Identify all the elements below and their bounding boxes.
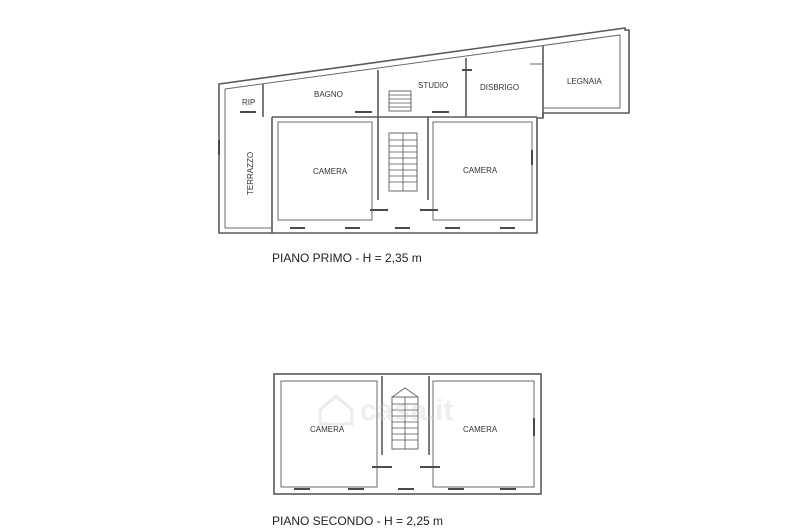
label-bagno: BAGNO	[314, 90, 343, 99]
label-terrazzo: TERRAZZO	[246, 151, 255, 195]
watermark-text: casa.it	[360, 394, 454, 427]
outer-wall	[219, 28, 629, 233]
floor-plan-primo	[219, 28, 629, 233]
inner-outline	[225, 35, 620, 108]
caption-piano-primo: PIANO PRIMO - H = 2,35 m	[272, 251, 422, 265]
label-studio: STUDIO	[418, 81, 449, 90]
label-camera-left-secondo: CAMERA	[310, 425, 345, 434]
label-rip: RIP	[242, 98, 256, 107]
label-camera-right-secondo: CAMERA	[463, 425, 498, 434]
watermark-logo	[316, 388, 476, 428]
label-camera-left-primo: CAMERA	[313, 167, 348, 176]
stairs-small	[389, 91, 411, 111]
house-icon	[320, 396, 352, 424]
label-camera-right-primo: CAMERA	[463, 166, 498, 175]
caption-piano-secondo: PIANO SECONDO - H = 2,25 m	[272, 514, 444, 528]
stairs-primo	[389, 133, 417, 191]
label-disbrigo: DISBRIGO	[480, 83, 520, 92]
label-legnaia: LEGNAIA	[567, 77, 602, 86]
